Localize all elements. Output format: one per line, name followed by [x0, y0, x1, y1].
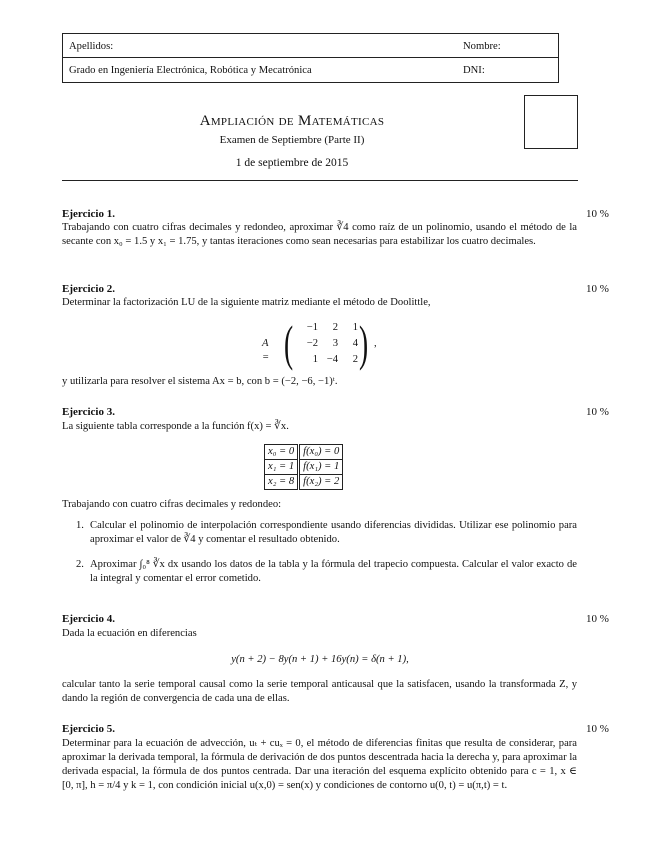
exercise-2-after: y utilizarla para resolver el sistema Ax = b, con b = (−2, −6, −1)ᵗ.: [62, 376, 338, 387]
exercise-5-heading: Ejercicio 5.: [62, 723, 115, 735]
matrix-label: A =: [262, 338, 270, 363]
matrix-cell: 1: [352, 322, 358, 333]
matrix-cells: [298, 321, 360, 369]
apellidos-label: Apellidos:: [69, 41, 114, 52]
exercise-4-weight: 10 %: [586, 613, 609, 625]
table-row: [265, 445, 343, 460]
matrix-row: [298, 353, 360, 369]
exam-date: 1 de septiembre de 2015: [235, 157, 349, 170]
exam-subtitle: Examen de Septiembre (Parte II): [219, 133, 365, 146]
matrix-cell: −4: [326, 354, 338, 365]
matrix-cell: 2: [352, 354, 358, 365]
exercise-1-weight: 10 %: [586, 208, 609, 220]
course-title: Ampliación de Matemáticas: [199, 113, 385, 129]
exercise-2-heading: Ejercicio 2.: [62, 283, 115, 295]
header-row-degree: [63, 58, 558, 82]
matrix-cell: 2: [332, 322, 338, 333]
matrix-row: [298, 321, 360, 337]
table-cell: x₀ = 0: [265, 445, 299, 460]
nombre-label: Nombre:: [463, 41, 501, 52]
matrix-cell: 4: [352, 338, 358, 349]
matrix-cell: 3: [332, 338, 338, 349]
matrix-comma: ,: [374, 338, 377, 349]
matrix-cell: −2: [306, 338, 318, 349]
matrix-left-paren: (: [284, 315, 294, 371]
exercise-5-text: Determinar para la ecuación de advección, uₜ + cuₓ = 0, el método de diferencias finitas que resulta de considerar, para aproximar la derivada temporal, la fórmula de derivación de dos puntos descentrada hacia la derecha y, para aproximar la derivada espacial, la fórmula de dos puntos centrada. Dar una iteración del esquema explícito obtenido para c = 1, x ∈ [0, π], h = π/4 y k = 1, con condición inicial u(x,0) = sen(x) y condiciones de contorno u(0, t) = u(π,t) = t.: [62, 738, 577, 791]
exercise-3-intro: Trabajando con cuatro cifras decimales y redondeo:: [62, 499, 282, 510]
table-cell: f(x₀) = 0: [299, 445, 343, 460]
exercise-1-text: Trabajando con cuatro cifras decimales y redondeo, aproximar ∛4 como raíz de un polinomio, usando el método de la secante con x₀ = 1.5 y x₁ = 1.75, y tantas iteraciones como sean necesarias para estabilizar los cuatro decimales.: [62, 222, 577, 247]
exercise-2-weight: 10 %: [586, 283, 609, 295]
degree-label: Grado en Ingeniería Electrónica, Robótica y Mecatrónica: [69, 65, 312, 76]
exercise-1-heading: Ejercicio 1.: [62, 208, 115, 220]
exercise-3-weight: 10 %: [586, 406, 609, 418]
table-row: [265, 475, 343, 490]
grade-box: [524, 95, 578, 149]
exercise-4-heading: Ejercicio 4.: [62, 613, 115, 625]
title-block: [62, 112, 522, 171]
header-row-names: [63, 34, 558, 58]
table-cell: f(x₂) = 2: [299, 475, 343, 490]
header-box: [62, 33, 559, 83]
values-table: [264, 444, 343, 490]
dni-label: DNI:: [463, 65, 485, 76]
exercise-2-text: Determinar la factorización LU de la siguiente matriz mediante el método de Doolittle,: [62, 297, 431, 308]
matrix-right-paren: ): [359, 315, 369, 371]
exercise-4-after: calcular tanto la serie temporal causal como la serie temporal anticausal que la satisfacen, usando la transformada Z, y dando la región de convergencia de cada una de ellas.: [62, 679, 577, 704]
table-cell: x₁ = 1: [265, 460, 299, 475]
matrix-cell: −1: [306, 322, 318, 333]
exercise-4-text: Dada la ecuación en diferencias: [62, 628, 197, 639]
matrix-cell: 1: [312, 354, 318, 365]
table-cell: f(x₁) = 1: [299, 460, 343, 475]
list-item-number: 1.: [76, 520, 84, 531]
table-row: [265, 460, 343, 475]
difference-equation: y(n + 2) − 8y(n + 1) + 16y(n) = δ(n + 1),: [231, 654, 409, 665]
exercise-3-item-1: Calcular el polinomio de interpolación correspondiente usando diferencias divididas. Utilizar ese polinomio para aproximar el valor de ∛4 y comentar el resultado obtenido.: [90, 520, 577, 545]
list-item-number: 2.: [76, 559, 84, 570]
exercise-3-text: La siguiente tabla corresponde a la función f(x) = ∛x.: [62, 421, 289, 432]
exercise-3-item-2: Aproximar ∫₀⁸ ∛x dx usando los datos de la tabla y la fórmula del trapecio compuesta. Calcular el valor exacto de la integral y comentar el error cometido.: [90, 559, 577, 584]
exercise-3-heading: Ejercicio 3.: [62, 406, 115, 418]
title-rule: [62, 180, 578, 181]
exercise-5-weight: 10 %: [586, 723, 609, 735]
matrix-row: [298, 337, 360, 353]
table-cell: x₂ = 8: [265, 475, 299, 490]
